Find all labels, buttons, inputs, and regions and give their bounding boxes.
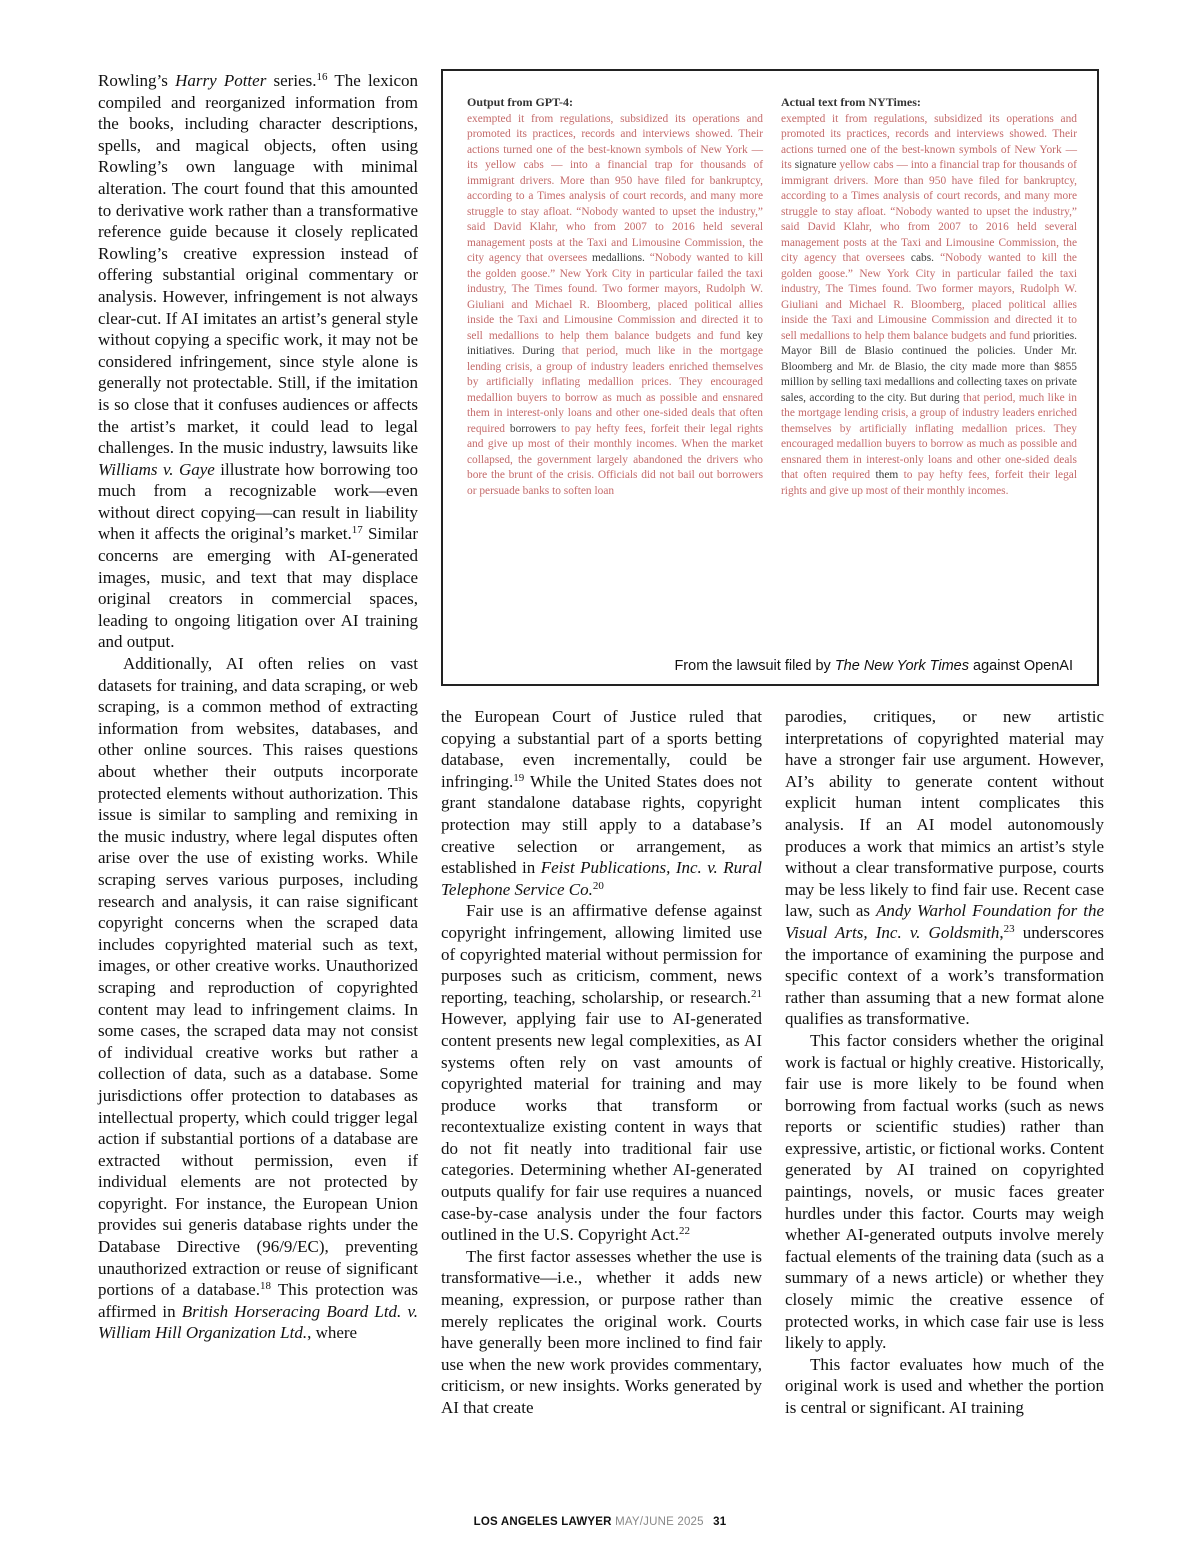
- footnote-ref: 22: [679, 1225, 690, 1238]
- italic-case-title: British Horseracing Board Ltd. v. William Hill Organization Ltd.: [98, 1301, 419, 1343]
- text-run: exempted it from regulations, subsidized its operations and promoted its practices, records and interviews showed. Their actions turned one of the best-known symbols of New York — its: [781, 112, 1077, 171]
- paragraph: [785, 1354, 1104, 1419]
- diff-text: cabs.: [910, 252, 935, 264]
- footnote-ref: 19: [513, 771, 525, 784]
- footnote-ref: 18: [259, 1280, 271, 1293]
- text-run: This factor evaluates how much of the original work is used and whether the portion is central or significant. AI training: [785, 1354, 1104, 1417]
- text-run: to pay hefty fees, forfeit their legal rights and give up most of their monthly incomes.: [781, 469, 1077, 497]
- text-run: series.: [266, 71, 317, 90]
- diff-text: key initiatives. During: [467, 329, 763, 357]
- italic-case-title: Harry Potter: [175, 71, 267, 90]
- text-run: While the United States does not grant standalone database rights, copyright protection may still apply to a database’s creative selection or arrangement, as established in: [441, 771, 762, 878]
- text-run: This factor considers whether the original work is factual or highly creative. Historically, fair use is more likely to be found when borrowing from factual works (such as news reports or scientific studies) rather than expressive, artistic, or fictional works. Content generated by AI trained on copyrighted paintings, novels, or music faces greater hurdles under this factor. Courts may weigh whether AI-generated outputs involve merely factual elements of the training data (such as a summary of a news article) or whether they closely mimic the creative essence of protected works, in which case fair use is less likely to apply.: [785, 1030, 1104, 1353]
- footnote-ref: 17: [351, 524, 363, 537]
- text-run: The first factor assesses whether the use is transformative—i.e., whether it adds new meaning, expression, or purpose rather than merely replicates the original work. Courts have generally been more inclined to find fair use when the new work provides commentary, criticism, or new insights. Works generated by AI that create: [441, 1246, 762, 1417]
- italic-case-title: Feist Publications, Inc. v. Rural Telephone Service Co.: [441, 858, 762, 899]
- italic-case-title: Williams v. Gaye: [98, 459, 215, 479]
- gpt4-output-column: [467, 95, 763, 499]
- diff-text: priorities. Mayor Bill de Blasio continued the policies. Under Mr. Bloomberg and Mr. de Blasio, the city made more than $855 million by selling taxi medallions and collecting taxes on private sales, according to the city. But during: [781, 329, 1077, 404]
- diff-text: borrowers: [509, 422, 557, 435]
- text-run: ,: [999, 922, 1004, 942]
- paragraph: [441, 706, 762, 900]
- text-run: “Nobody wanted to kill the golden goose.” New York City in particular failed the taxi industry, The Times found. Two former mayors, Rudolph W. Giuliani and Michael R. Bloomberg, placed political allies inside the Taxi and Limousine Commission and directed it to sell medallions to help them balance budgets and fund: [467, 252, 763, 342]
- footnote-ref: 16: [316, 71, 328, 83]
- text-run: Rowling’s: [98, 71, 176, 90]
- text-run: that period, much like in the mortgage lending crisis, a group of industry leaders enriched themselves by artificially inflating medallion prices. They encouraged medallion buyers to borrow as much as possible and ensnared them in interest-only loans and other one-sided deals that often required: [467, 345, 764, 435]
- paragraph: [98, 70, 418, 653]
- paragraph: [98, 653, 418, 1344]
- text-run: illustrate how borrowing too much from a recognizable work—even without direct copying—can result in liability when it affects the original’s market.: [98, 459, 418, 544]
- article-column-2: [441, 706, 762, 1419]
- text-run: Additionally, AI often relies on vast datasets for training, and data scraping, or web scraping, is a common method of extracting information from websites, databases, and other online sources. This raises questions about whether their outputs incorporate protected elements without authorization. This issue is similar to sampling and remixing in the music industry, where legal disputes often arise over the use of existing works. While scraping serves various purposes, including research and analysis, it can raise significant copyright concerns when the scraped data includes copyrighted material such as text, images, or other creative works. Unauthorized scraping and reproduction of copyrighted content may lead to infringement claims. In some cases, the scraped data may not consist of individual creative works but rather a collection of data, such as a database. Some jurisdictions offer protection to databases as intellectual property, which could trigger legal action if substantial portions of a database are extracted without permission, even if individual elements are not protected by copyright. For instance, the European Union provides sui generis database rights under the Database Directive (96/9/EC), preventing unauthorized extraction or reuse of significant portions of a database.: [98, 654, 418, 1300]
- diff-text: medallions.: [592, 252, 645, 264]
- exhibit-caption: [674, 658, 1073, 674]
- text-run: parodies, critiques, or new artistic interpretations of copyrighted material may have a stronger fair use argument. However, AI’s ability to generate content without explicit human intent complicates this analysis. If an AI model autonomously produces a work that mimics an artist’s style without a clear transformative purpose, courts may be less likely to find fair use. Recent case law, such as: [785, 707, 1104, 921]
- footnote-ref: 23: [1003, 922, 1015, 935]
- text-run: yellow cabs — into a financial trap for thousands of immigrant drivers. More than 950 have filed for bankruptcy, according to a Times analysis of court records, and many more struggle to stay afloat. “Nobody wanted to upset the industry,” said David Klahr, who from 2007 to 2016 held several management posts at the Taxi and Limousine Commission, the city agency that oversees: [781, 159, 1077, 264]
- nytimes-text: [781, 112, 1077, 500]
- text-run: The lexicon compiled and reorganized information from the books, including character descriptions, spells, and magical objects, often using Rowling’s own language with minimal alteration. The court found that this amounted to derivative work rather than a transformative reference guide because it closely replicated Rowling’s creative expression instead of offering substantial original commentary or analysis. However, infringement is not always clear-cut. If AI imitates an artist’s general style without copying a specific work, it may not be considered infringement, since style alone is generally not protectable. Still, if the imitation is so close that it confuses audiences or affects the artist’s market, it could lead to legal challenges. In the music industry, lawsuits like: [98, 71, 418, 458]
- text-run: the European Court of Justice ruled that copying a substantial part of a sports betting database, even incrementally, could be infringing.: [441, 707, 762, 791]
- caption-lead: From the lawsuit filed by: [674, 658, 835, 674]
- footnote-ref: 20: [592, 879, 604, 892]
- lawsuit-exhibit-figure: [441, 69, 1099, 686]
- text-run: This protection was affirmed in: [98, 1280, 419, 1321]
- caption-tail: against OpenAI: [969, 658, 1073, 674]
- caption-publication: The New York Times: [834, 658, 969, 674]
- page-number: 31: [713, 1516, 727, 1528]
- gpt4-output-heading: Output from GPT-4:: [467, 95, 574, 109]
- italic-case-title: Andy Warhol Foundation for the Visual Arts, Inc. v. Goldsmith: [785, 901, 1105, 942]
- text-run: exempted it from regulations, subsidized its operations and promoted its practices, records and interviews showed. Their actions turned one of the best-known symbols of New York — its yellow cabs — into a financial trap for thousands of immigrant drivers. More than 950 have filed for bankruptcy, according to a Times analysis of court records, and many more struggle to stay afloat. “Nobody wanted to upset the industry,” said David Klahr, who from 2007 to 2016 held several management posts at the Taxi and Limousine Commission, the city agency that oversees: [467, 112, 763, 264]
- nytimes-text-heading: Actual text from NYTimes:: [781, 95, 921, 109]
- gpt4-output-text: [467, 112, 763, 500]
- article-column-3: [785, 706, 1104, 1419]
- footnote-ref: 21: [751, 987, 762, 1000]
- paragraph: [441, 1246, 762, 1419]
- issue-date: MAY/JUNE 2025: [615, 1516, 704, 1528]
- text-run: However, applying fair use to AI-generated content presents new legal complexities, as AI systems often rely on vast amounts of copyrighted material for training and may produce works that transform or recontextualize existing content in ways that do not fit neatly into traditional fair use categories. Determining whether AI-generated outputs qualify for fair use requires a nuanced case-by-case analysis under the four factors outlined in the U.S. Copyright Act.: [441, 1009, 762, 1245]
- paragraph: [785, 706, 1104, 1030]
- magazine-name: LOS ANGELES LAWYER: [473, 1516, 612, 1528]
- text-run: to pay hefty fees, forfeit their legal rights and give up most of their monthly incomes. When the market collapsed, the government largely abandoned the drivers who bore the brunt of the crisis. Officials did not bail out borrowers or persuade banks to soften loan: [467, 422, 764, 497]
- paragraph: [441, 900, 762, 1246]
- page-footer: [0, 1516, 1200, 1528]
- text-run: Fair use is an affirmative defense against copyright infringement, allowing limited use of copyrighted material without permission for purposes such as criticism, comment, news reporting, teaching, scholarship, or research.: [441, 901, 762, 1007]
- article-column-1: [98, 70, 418, 1344]
- diff-text: them: [875, 469, 899, 481]
- text-run: Similar concerns are emerging with AI-generated images, music, and text that may displace original creators in commercial spaces, leading to ongoing litigation over AI training and output.: [98, 524, 418, 652]
- text-run: that period, much like in the mortgage lending crisis, a group of industry leaders enriched themselves by artificially inflating medallion prices. They encouraged medallion buyers to borrow as much as possible and ensnared them in interest-only loans and other one-sided deals that often required: [781, 391, 1077, 481]
- text-run: , where: [307, 1323, 358, 1343]
- nytimes-text-column: [781, 95, 1077, 499]
- paragraph: [785, 1030, 1104, 1354]
- text-run: underscores the importance of examining the purpose and specific context of a work’s transformation rather than assuming that a new format alone qualifies as transformative.: [785, 922, 1104, 1029]
- diff-text: signature: [794, 159, 837, 171]
- text-run: “Nobody wanted to kill the golden goose.” New York City in particular failed the taxi industry, The Times found. Two former mayors, Rudolph W. Giuliani and Michael R. Bloomberg, placed political allies inside the Taxi and Limousine Commission and directed it to sell medallions to help them balance budgets and fund: [781, 252, 1077, 342]
